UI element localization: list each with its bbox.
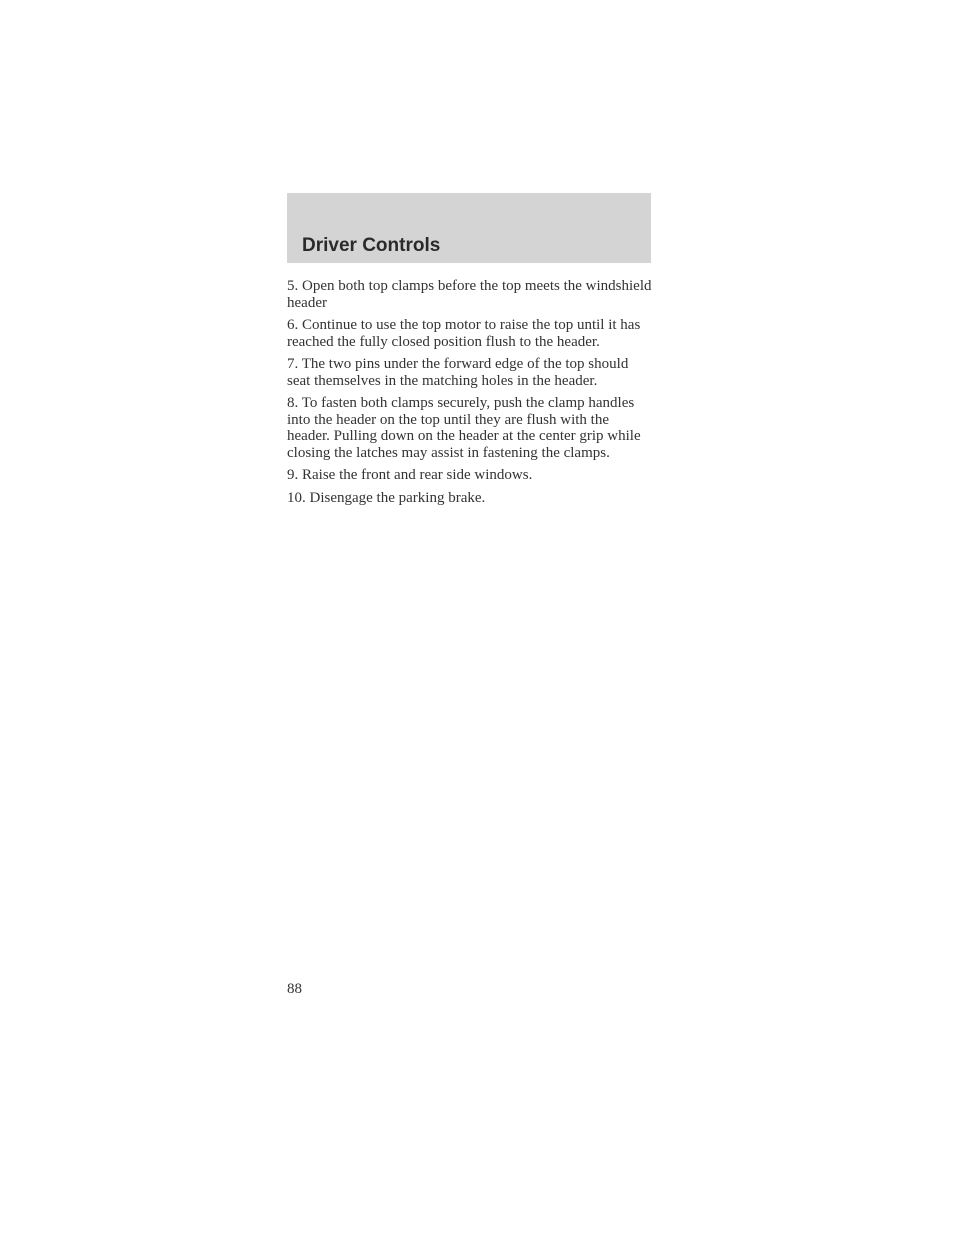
step-7: 7. The two pins under the forward edge of the top should seat themselves in the matching holes in the header.	[287, 356, 629, 389]
step-10: 10. Disengage the parking brake.	[287, 489, 486, 506]
step-8: 8. To fasten both clamps securely, push the clamp handles into the header on the top until they are flush with the header. Pulling down on the header at the center grip while closing the latches may assist in fastening the clamps.	[287, 395, 641, 461]
step-6: 6. Continue to use the top motor to raise the top until it has reached the fully closed position flush to the header.	[287, 317, 641, 350]
section-header-band	[287, 193, 651, 263]
step-9: 9. Raise the front and rear side windows.	[287, 467, 533, 483]
page-number: 88	[287, 981, 302, 997]
step-5: 5. Open both top clamps before the top meets the windshield header	[287, 278, 652, 311]
section-title: Driver Controls	[302, 235, 441, 256]
instruction-steps	[287, 278, 653, 512]
